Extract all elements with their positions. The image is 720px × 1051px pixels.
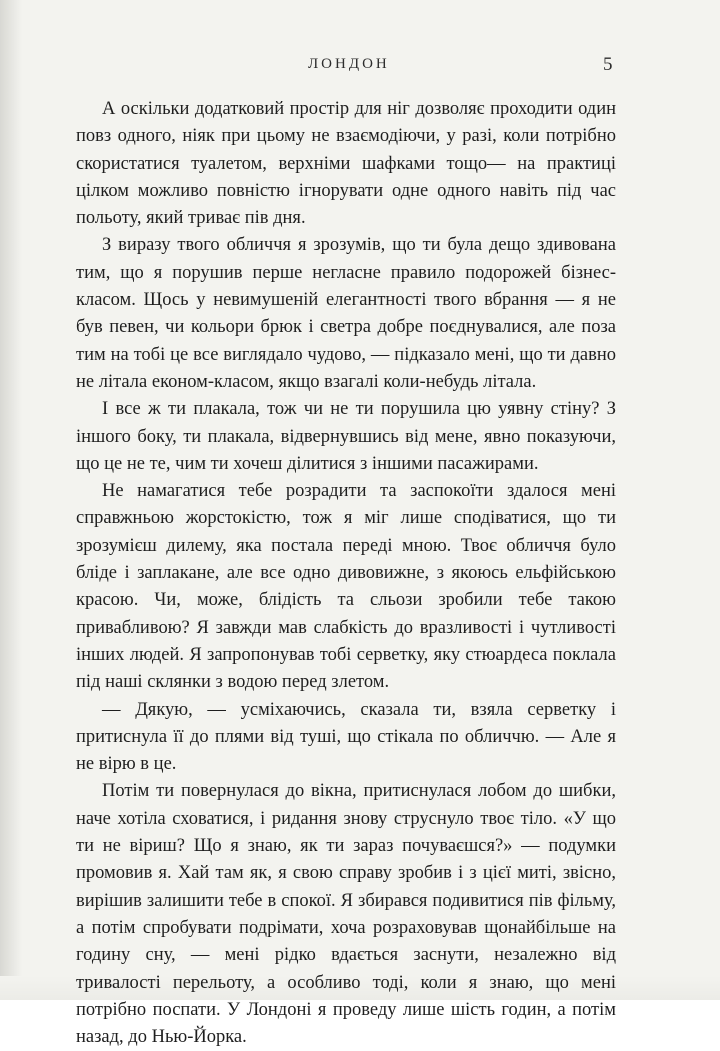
paragraph: Потім ти повернулася до вікна, притиснулася лобом до шибки, наче хотіла сховатися, і ридання знову струснуло твоє тіло. «У що ти не віриш? Що я знаю, як ти зараз почуваєшся?» — подумки промовив я. Хай там як, я свою справу зробив і з цієї миті, звісно, вирішив залишити тебе в спокої. Я збирався подивитися пів фільму, а потім спробувати подрімати, хоча розраховував щонайбільше на годину сну, — мені рідко вдається заснути, незалежно від тривалості перельоту, а особливо тоді, коли я знаю, що мені потрібно поспати. У Лондоні я проведу лише шість годин, а потім назад, до Нью-Йорка. [76,781,616,1048]
paragraph: І все ж ти плакала, тож чи не ти порушила цю уявну стіну? З іншого боку, ти плакала, відвернувшись від мене, явно показуючи, що це не те, чим ти хочеш ділитися з іншими пасажирами. [76,399,616,474]
page-gutter-shadow [0,0,22,1000]
body-text [76,96,616,1051]
paragraph: Не намагатися тебе розрадити та заспокоїти здалося мені справжньою жорстокістю, тож я міг лише сподіватися, що ти зрозумієш дилему, яка постала переді мною. Твоє обличчя було бліде і заплакане, але все одно дивовижне, з якоюсь ельфійською красою. Чи, може, блідість та сльози зробили тебе такою привабливою? Я завжди мав слабкість до вразливості і чутливості інших людей. Я запропонував тобі серветку, яку стюардеса поклала під наші склянки з водою перед злетом. [76,481,616,693]
paragraph: З виразу твого обличчя я зрозумів, що ти була дещо здивована тим, що я порушив перше негласне правило подорожей бізнес-класом. Щось у невимушеній елегантності твого вбрання — я не був певен, чи кольори брюк і светра добре поєднувалися, але поза тим на тобі це все виглядало чудово, — підказало мені, що ти давно не літала економ-класом, якщо взагалі коли-небудь літала. [76,235,616,392]
page-number: 5 [603,54,613,75]
paragraph: — Дякую, — усміхаючись, сказала ти, взяла серветку і притиснула її до плями від туші, що стікала по обличчю. — Але я не вірю в це. [76,699,616,775]
paragraph: А оскільки додатковий простір для ніг дозволяє проходити один повз одного, ніяк при цьому не взаємодіючи, у разі, коли потрібно скористатися туалетом, верхніми шафками тощо— на практиці цілком можливо повністю ігнорувати одне одного навіть під час польоту, який триває пів дня. [76,99,616,229]
running-title: ЛОНДОН [308,56,390,72]
page-header [0,56,720,86]
